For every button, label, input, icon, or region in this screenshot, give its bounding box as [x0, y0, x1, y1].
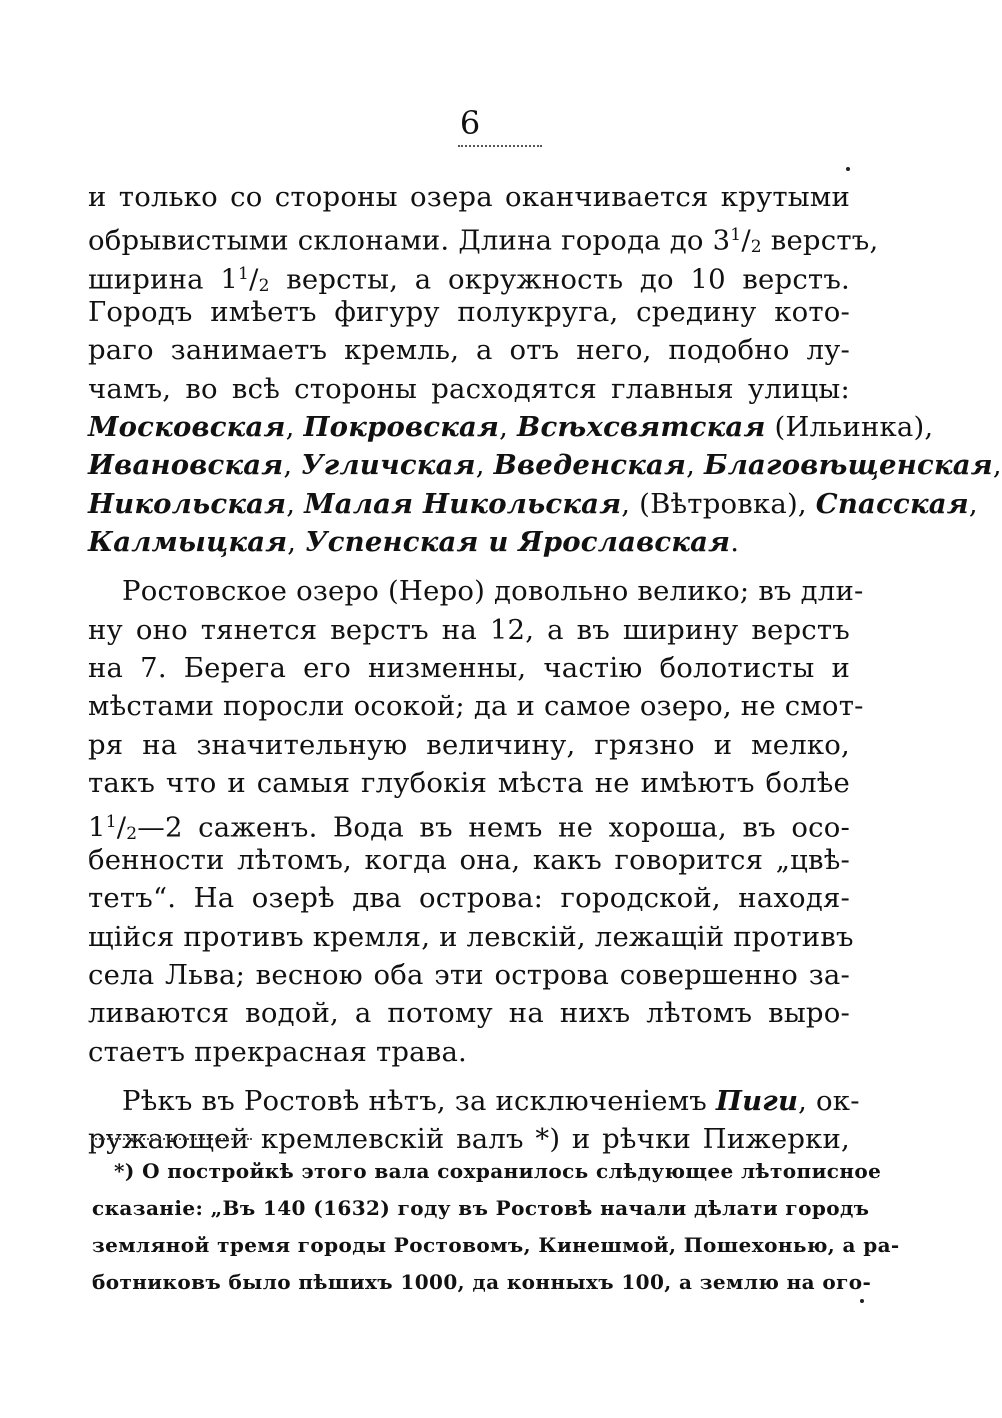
- footnote-line: сказаніе: „Въ 140 (1632) году въ Ростовѣ начали дѣлати городъ: [92, 1196, 870, 1220]
- footnote-line: земляной тремя городы Ростовомъ, Кинешмой, Пошехонью, а ра-: [92, 1233, 900, 1257]
- fraction-denominator: 2: [258, 275, 270, 296]
- italic-street-name: Малая Никольская: [304, 487, 622, 520]
- italic-street-name: Успенская и Ярославская: [305, 526, 731, 559]
- italic-street-name: Московская: [88, 411, 286, 444]
- text-run: ,: [499, 411, 518, 444]
- text-line: [88, 726, 850, 764]
- italic-street-name: Никольская: [88, 487, 287, 520]
- text-run: .: [730, 526, 740, 559]
- text-run: ,: [286, 487, 305, 520]
- text-line: [88, 841, 850, 879]
- text-run: ,: [475, 449, 494, 482]
- text-line: [88, 649, 850, 687]
- fraction-numerator: 1: [105, 811, 117, 832]
- italic-street-name: Всѣхсвятская: [517, 411, 766, 444]
- text-line: [88, 216, 879, 258]
- text-line: [88, 1082, 860, 1120]
- text-run: ,: [287, 526, 306, 559]
- italic-street-name: Калмыцкая: [88, 526, 288, 559]
- text-run: чамъ, во всѣ стороны расходятся главныя улицы:: [88, 372, 850, 405]
- page-number: 6: [459, 104, 481, 142]
- text-run: /: [116, 810, 127, 843]
- text-line: [88, 803, 850, 844]
- text-line: [88, 1033, 850, 1071]
- text-line: [88, 687, 864, 725]
- text-line: [88, 918, 854, 956]
- text-run: села Льва; весною оба эти острова совершенно за-: [88, 958, 850, 991]
- text-run: тетъ“. На озерѣ два острова: городской, находя-: [88, 882, 850, 915]
- text-run: /: [249, 263, 259, 296]
- text-run: верстъ,: [761, 224, 879, 257]
- footnote-line: *) О постройкѣ этого вала сохранилось слѣдующее лѣтописное: [114, 1159, 882, 1183]
- text-line: [88, 178, 850, 216]
- text-run: мѣстами поросли осокой; да и самое озеро, не смот-: [88, 690, 864, 723]
- print-speck: [860, 1299, 864, 1303]
- text-run: Рѣкъ въ Ростовѣ нѣтъ, за исключеніемъ: [122, 1084, 716, 1117]
- header-rule: [458, 145, 542, 147]
- footnote-line: ботниковъ было пѣшихъ 1000, да конныхъ 100, а землю на ого-: [92, 1270, 872, 1294]
- italic-street-name: Угличская: [301, 449, 476, 482]
- text-run: ря на значительную величину, грязно и мелко,: [88, 728, 850, 761]
- text-run: 1: [88, 810, 106, 843]
- text-line: [88, 611, 850, 649]
- text-run: ,: [285, 411, 304, 444]
- text-line: [88, 523, 850, 561]
- text-line: [88, 255, 850, 296]
- text-line: [88, 956, 850, 994]
- text-line: [88, 994, 850, 1032]
- fraction-numerator: 1: [730, 225, 742, 246]
- italic-street-name: Ивановская: [88, 449, 284, 482]
- text-line: [88, 572, 864, 610]
- text-line: [88, 879, 850, 917]
- fraction-numerator: 1: [238, 263, 250, 284]
- print-speck: [846, 167, 850, 171]
- text-run: такъ что и самыя глубокія мѣста не имѣютъ болѣе: [88, 767, 850, 800]
- text-run: ,: [992, 449, 1002, 482]
- footnote-rule: [92, 1138, 252, 1140]
- text-line: [88, 370, 850, 408]
- text-line: [88, 408, 934, 446]
- text-run: —2 саженъ. Вода въ немъ не хороша, въ осо-: [137, 810, 850, 843]
- text-run: ружающей кремлевскій валъ *) и рѣчки Пижерки,: [88, 1123, 850, 1156]
- italic-street-name: Пиги: [715, 1084, 799, 1117]
- text-line: [88, 293, 850, 331]
- italic-street-name: Покровская: [303, 411, 500, 444]
- text-line: [88, 446, 1002, 484]
- text-run: (Ильинка),: [765, 411, 934, 444]
- fraction-denominator: 2: [126, 823, 138, 844]
- text-run: ,: [283, 449, 302, 482]
- text-run: бенности лѣтомъ, когда она, какъ говорится „цвѣ-: [88, 843, 850, 876]
- text-run: раго занимаетъ кремль, а отъ него, подобно лу-: [88, 334, 850, 367]
- text-run: ну оно тянется верстъ на 12, а въ ширину верстъ: [88, 613, 850, 646]
- text-run: и только со стороны озера оканчивается крутыми: [88, 181, 850, 213]
- text-run: щійся противъ кремля, и левскій, лежащій противъ: [88, 920, 854, 953]
- text-run: ширина 1: [88, 263, 239, 296]
- text-run: на 7. Берега его низменны, частію болотисты и: [88, 652, 850, 685]
- italic-street-name: Введенская: [493, 449, 687, 482]
- text-line: [88, 331, 850, 369]
- fraction-denominator: 2: [750, 237, 762, 258]
- text-run: Ростовское озеро (Неро) довольно велико; въ дли-: [122, 575, 864, 608]
- text-run: ,: [686, 449, 705, 482]
- text-run: Городъ имѣетъ фигуру полукруга, средину кото-: [88, 296, 850, 329]
- text-run: /: [741, 224, 751, 257]
- text-line: [88, 485, 978, 523]
- text-run: ,: [968, 487, 978, 520]
- text-run: , (Вѣтровка),: [621, 487, 816, 520]
- text-run: ливаются водой, а потому на нихъ лѣтомъ выро-: [88, 997, 850, 1030]
- text-run: версты, а окружность до 10 верстъ.: [269, 263, 850, 296]
- text-run: обрывистыми склонами. Длина города до 3: [88, 224, 731, 257]
- text-line: [88, 764, 850, 802]
- text-run: стаетъ прекрасная трава.: [88, 1035, 467, 1068]
- footnote: [92, 1153, 900, 1301]
- italic-street-name: Благовѣщенская: [704, 449, 993, 482]
- italic-street-name: Спасская: [815, 487, 969, 520]
- text-run: , ок-: [798, 1084, 860, 1117]
- main-text: [88, 178, 1002, 1159]
